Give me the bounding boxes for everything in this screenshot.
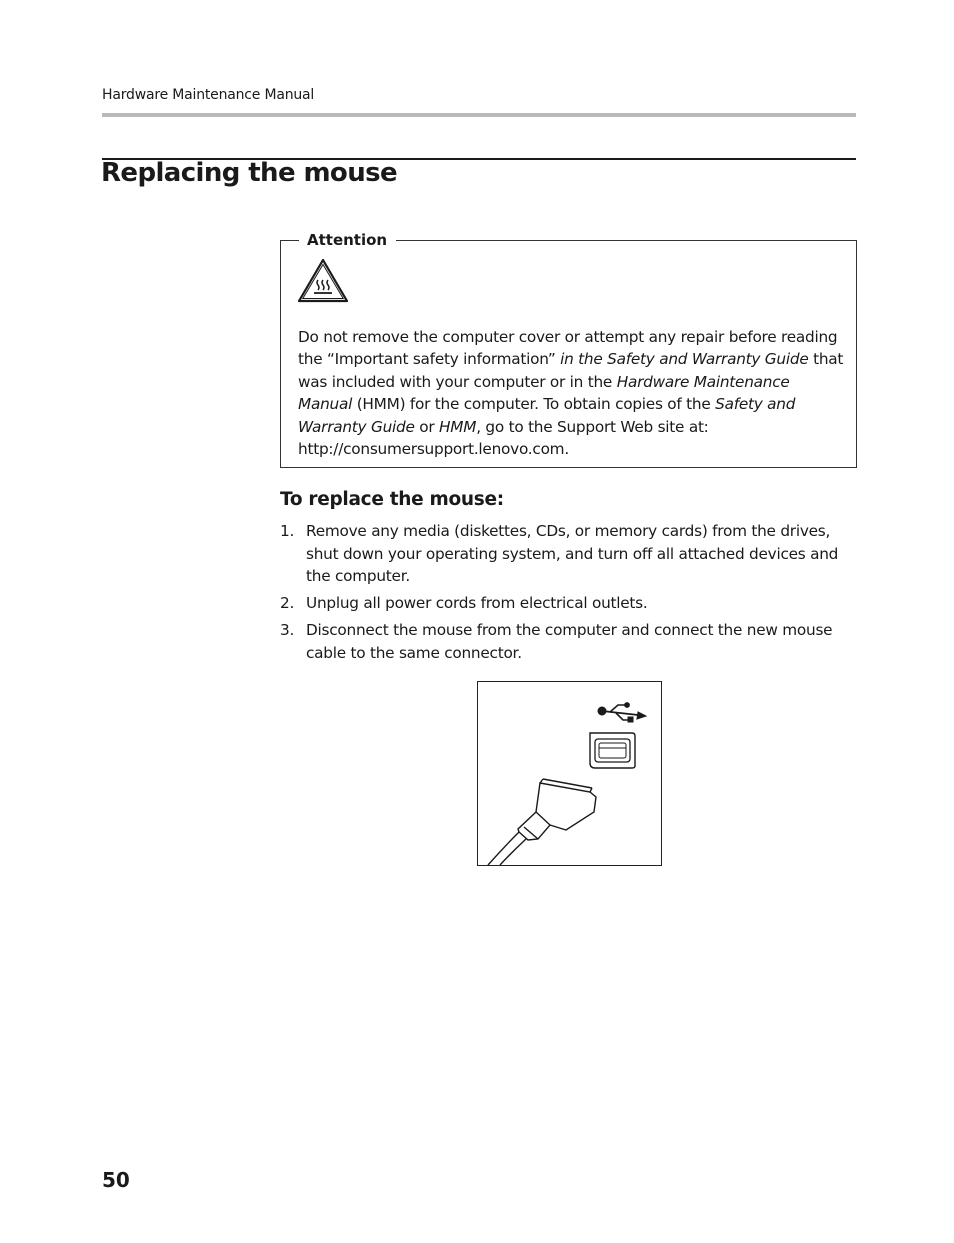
attention-text-part: , go to the Support Web site at: http://consumersupport.lenovo.com.: [298, 417, 709, 459]
attention-text: [298, 326, 846, 460]
step-text: Unplug all power cords from electrical outlets.: [306, 594, 648, 613]
step-number: 1.: [280, 522, 295, 540]
attention-text-italic: HMM: [439, 417, 477, 436]
page-title: Replacing the mouse: [101, 158, 398, 188]
attention-text-part: (HMM) for the computer. To obtain copies of the: [352, 395, 716, 414]
step-item: [280, 592, 850, 615]
usb-port-icon: [590, 733, 635, 768]
procedure-steps: [280, 520, 850, 668]
attention-label: Attention: [299, 230, 396, 250]
procedure-heading: To replace the mouse:: [280, 489, 504, 510]
attention-text-part: Do not remove the computer cover or attempt any repair before reading the “Important safety information”: [298, 328, 838, 369]
step-item: [280, 520, 850, 588]
step-number: 3.: [280, 620, 295, 639]
usb-connector-figure: [477, 681, 662, 866]
page-number: 50: [102, 1168, 130, 1192]
usb-plug-icon: [488, 779, 596, 865]
attention-text-italic: in the Safety and Warranty Guide: [555, 350, 809, 369]
attention-text-part: that was included with your computer or in the: [298, 350, 844, 391]
step-text: Disconnect the mouse from the computer and connect the new mouse cable to the same connector.: [306, 620, 833, 662]
usb-symbol-icon: [598, 703, 646, 722]
attention-text-italic: Safety and Warranty Guide: [298, 395, 796, 436]
attention-notice: [280, 231, 857, 468]
step-text: Remove any media (diskettes, CDs, or memory cards) from the drives, shut down your operating system, and turn off all attached devices and the computer.: [306, 522, 839, 586]
hot-surface-warning-icon: [297, 257, 349, 303]
attention-text-part: or: [414, 417, 440, 436]
attention-text-italic: Hardware Maintenance Manual: [298, 372, 790, 414]
header-rule: [102, 113, 856, 117]
step-number: 2.: [280, 594, 295, 613]
running-header: Hardware Maintenance Manual: [102, 87, 315, 103]
step-item: [280, 619, 850, 664]
